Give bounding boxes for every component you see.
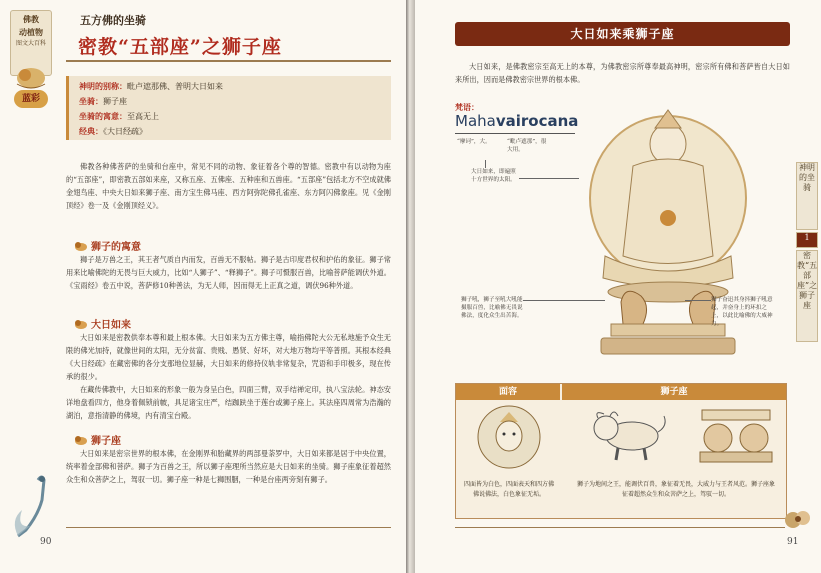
lion-throne-paragraph: 大日如来是密宗世界的根本佛，在金刚界和胎藏界的两部曼荼罗中，大日如来都是居于中央位置，统率着金部佛和菩萨。狮子为百兽之王，所以狮子座理所当然应是大日如来的坐骑。狮子座象征着超然众生和众菩萨之上，驾驭一切。狮子座一种是七狮围胭，一种是台座两旁刻有狮子。 (66, 449, 391, 484)
info-row-meaning: 坐骑的寓意：至高无上 (79, 111, 159, 121)
info-row-mount: 坐骑：狮子座 (79, 96, 127, 106)
footer-divider-right (455, 527, 785, 528)
gloss-vairocana: “毗卢遮那”，很大用。 (507, 139, 547, 153)
lion-bullet-icon (74, 435, 88, 445)
vertical-tab-topic: 密教“五部座”之狮子座 (796, 250, 818, 342)
face-illustration (476, 404, 542, 470)
intro-paragraph: 佛教各种佛菩萨的坐骑和台座中，常见不同的动物、象征着各个尊的智德。密教中有以动物为座的“五部座”，即密教五部如来座，又称五座、五佛座、五种座和五兽座。“五部座”包括北方不空成就佛金翅鸟座、中央大日如来狮子座、南方宝生佛马座、西方阿弥陀佛孔雀座、东方阿闪佛象座。见《金刚顶经》卷一及《金刚顶经义》。 (66, 162, 391, 210)
lion-meaning-paragraph: 狮子是万兽之王，其王者气质自内而发，百兽无不服帖。狮子是古印度君权和护佑的象征。狮子常用来比喻佛陀的无畏与巨大威力，比如“人狮子”、“释狮子”。狮子可慑服百兽，比喻菩萨能调伏外道。《宝雨经》卷五中说，菩萨修10种善法，为无人师，因而得无上正真之道，调伏96种外道。 (66, 255, 391, 290)
title-divider (66, 60, 391, 62)
sanskrit-label: 梵语： (455, 102, 479, 112)
section-title: 五方佛的坐骑 (80, 14, 146, 27)
flower-decoration-icon (781, 506, 815, 532)
series-badge: 蓝彩 (14, 90, 48, 108)
note-lion-roar-left: 狮子吼，狮子至吼大吼能摄服百兽，比喻佛无畏说佛法，度化众生出苦海。 (461, 297, 523, 319)
table-header-lion-throne: 狮子座 (562, 384, 786, 400)
info-row-scripture: 经典：《大日经疏》 (79, 126, 147, 136)
page-title: 密教“五部座”之狮子座 (78, 36, 282, 58)
footer-divider (66, 527, 391, 528)
page-number-right: 91 (787, 537, 799, 547)
side-tab-line3: 图文大百科 (15, 40, 46, 47)
note-lion-roar-right: 狮子奋迅其身抖狮子吼意起，并奋身上的环扣之上，以此比喻佛的大威神力。 (711, 297, 773, 327)
sanskrit-underline (455, 133, 575, 134)
info-row-alias: 神明的别称：毗卢遮那佛、普明大日如来 (79, 81, 223, 91)
info-box (66, 76, 391, 140)
vertical-tab-number: 1 (796, 232, 818, 248)
side-tab-line1: 佛教 (23, 14, 39, 24)
right-intro-paragraph: 大日如来，是佛教密宗至高无上的本尊，为佛教密宗所尊奉最高神明，密宗所有佛和菩萨皆自大日如来所出，因而是佛教密宗世界的根本佛。 (455, 62, 790, 84)
table-header-face: 面容 (456, 384, 560, 400)
lion-throne-caption: 狮子为地间之王，能调伏百兽，象征着无畏，大威力与王者风范。狮子座象征着超然众生和众菩萨之上，驾驭一切。 (576, 481, 775, 498)
lion-bullet-icon (74, 319, 88, 329)
leader-line (523, 300, 605, 301)
lion-bullet-icon (74, 241, 88, 251)
leader-line (685, 300, 711, 301)
subheading-vairocana: 大日如来 (74, 316, 131, 331)
lion-beast-illustration (588, 406, 668, 462)
gloss-maha: “摩诃”，大。 (457, 139, 491, 145)
leader-line (485, 160, 486, 168)
page-number-left: 90 (40, 537, 52, 547)
book-gutter (406, 0, 415, 573)
right-page (415, 0, 821, 573)
subheading-lion-meaning: 狮子的寓意 (74, 238, 141, 253)
vairocana-paragraph-2: 在藏传佛教中，大日如来的形象一般为身呈白色，四面三臂，双手结禅定印，执八宝法轮。神态安详地盘看四方，他身着佩锁前帔，具足诸宝庄严，结跏趺坐于莲台或狮子座上。其法座四周常为浩瀚的湖泊，意指清静的佛境，内有清宝台殿。 (66, 385, 391, 420)
subheading-lion-throne: 狮子座 (74, 432, 121, 447)
peacock-illustration-icon (8, 470, 63, 540)
lion-emblem-icon (11, 62, 51, 92)
face-caption: 四面皆为白色，四面表天和四方佛佛说佛法，白色象征无垢。 (463, 481, 554, 498)
figure-banner: 大日如来乘狮子座 (455, 22, 790, 46)
detail-table (455, 383, 787, 519)
vairocana-paragraph: 大日如来是密教供奉本尊和最上根本佛。大日如来为五方佛主尊，喻指佛陀大公无私地施予众生无限的佛光加持，就像世间的太阳，无分贫富、贵贱、愚贤、好坏，对大地万物均平等普照。其根本经典《大日经疏》在藏密佛的各分支那地位显赫，大日如来的修持仪轨非常复杂，咒语和手印极多，现在传承的很少。 (66, 333, 391, 381)
vertical-tab-chapter: 神明的坐骑 (796, 162, 818, 230)
lion-throne-illustration (696, 404, 776, 466)
sanskrit-name: Mahavairocana (455, 112, 579, 130)
side-tab-line2: 动植物 (19, 27, 43, 37)
note-sun: 大日如来，即遍照十方世界的太阳。 (471, 169, 516, 183)
left-page (0, 0, 406, 573)
